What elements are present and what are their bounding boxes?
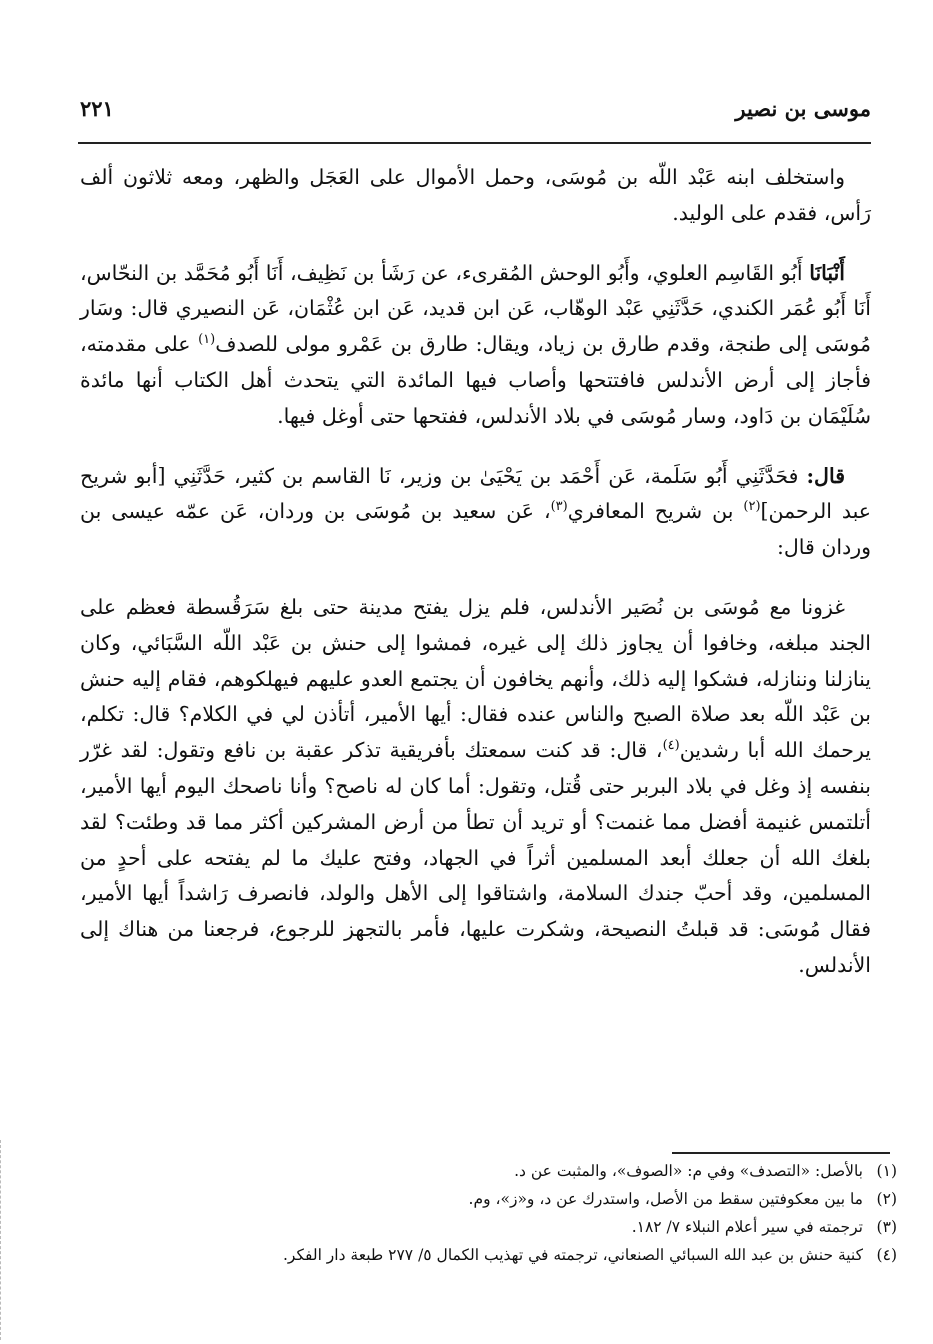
paragraph-2 (80, 256, 871, 435)
footnote (200, 1241, 897, 1269)
page-header (80, 92, 871, 132)
paragraph-text: أَبُو القَاسِم العلوي، وأَبُو الوحش المُقرىء، عن رَشَأ بن نَظِيف، أَنَا أَبُو مُحَمَّد بن النحّاس، أَنَا أَبُو عُمَر الكندي، حَدَّثَنِي عَبْد الوهّاب، عَن ابن قديد، عَن ابن عُثْمَان، عَن النصيري قال: وسَار مُوسَى إلى طنجة، وقدم طارق بن زياد، ويقال: طارق بن عَمْرو مولى للصدف (80, 260, 871, 357)
paragraph-text-cont: ، عَن سعيد بن مُوسَى بن وردان، عَن عمّه عيسى بن وردان قال: (80, 499, 871, 560)
footnotes (200, 1157, 897, 1269)
paragraph-lead: قال: (806, 463, 845, 488)
footnote-text: كنية حنش بن عبد الله السبائي الصنعاني، ترجمته في تهذيب الكمال ٥/ ٢٧٧ طبعة دار الفكر. (282, 1246, 863, 1264)
scan-margin-marks (0, 1140, 5, 1340)
paragraph-text: فحَدَّثَنِي أَبُو سَلَمة، عَن أَحْمَد بن يَحْيَىٰ بن وزير، نَا القاسم بن كثير، حَدَّثَنِي [أبو شريح عبد الرحمن] (80, 463, 872, 524)
footnote-marker: (٢) (743, 499, 761, 515)
footnote-number: (٣) (876, 1218, 897, 1236)
footnote-text: ما بين معكوفتين سقط من الأصل، واستدرك عن د، و«ز»، وم. (468, 1190, 863, 1208)
paragraph-text-mid: بن شريح المعافري (567, 499, 744, 524)
page-number: ٢٢١ (80, 96, 114, 121)
paragraph-1 (80, 160, 871, 232)
footnote-rule (672, 1152, 890, 1154)
paragraph-lead: أَنْبَانَا (809, 260, 845, 285)
footnote (200, 1185, 897, 1213)
footnote-text: بالأصل: «التصدف» وفي م: «الصوف»، والمثبت عن د. (514, 1162, 863, 1180)
footnote-number: (١) (876, 1162, 897, 1180)
footnote-marker: (٣) (550, 499, 568, 515)
running-head: موسى بن نصير (735, 96, 871, 121)
footnote-text: ترجمته في سير أعلام النبلاء ٧/ ١٨٢. (631, 1218, 863, 1236)
paragraph-text: واستخلف ابنه عَبْد اللّه بن مُوسَى، وحمل الأموال على العَجَل والظهر، ومعه ثلاثون ألف رَأس، فقدم على الوليد. (80, 165, 871, 225)
header-rule (78, 142, 871, 144)
footnote-marker: (٤) (662, 738, 680, 754)
main-text (80, 160, 871, 1008)
footnote (200, 1157, 897, 1185)
footnote (200, 1213, 897, 1241)
paragraph-4 (80, 590, 871, 984)
paragraph-text: غزونا مع مُوسَى بن نُصَير الأندلس، فلم يزل يفتح مدينة حتى بلغ سَرَقُسطة فعظم على الجند مبلغه، وخافوا أن يجاوز ذلك إلى غيره، فمشوا إلى حنش بن عَبْد اللّه السَّبَائي، وكان ينازلنا وننازله، فشكوا إليه ذلك، وأنهم يخافون أن يجتمع العدو عليهم فيهلكوهم، فقام إليه حنش بن عَبْد اللّه بعد صلاة الصبح والناس عنده فقال: أيها الأمير، أتأذن لي في الكلام؟ قال: تكلم، يرحمك الله أبا رشدين (80, 594, 872, 763)
footnote-number: (٢) (876, 1190, 897, 1208)
footnote-number: (٤) (876, 1246, 897, 1264)
footnote-marker: (١) (198, 332, 216, 348)
paragraph-text-cont: ، قال: قد كنت سمعتك بأفريقية تذكر عقبة بن نافع وتقول: لقد غرّر بنفسه إذ وغل في بلاد البربر حتى قُتل، وتقول: أما كان له ناصح؟ وأنا ناصحك اليوم أيها الأمير، أتلتمس غنيمة أفضل مما غنمت؟ أو تريد أن تطأ من أرض المشركين أكثر مما قد وطئت؟ لقد بلغك الله أن جعلك أبعد المسلمين أثراً في الجهاد، وفتح عليك ما لم يفتحه على أحدٍ من المسلمين، وقد أحبّ جندك السلامة، واشتاقوا إلى الأهل والولد، فانصرف رَاشداً أيها الأمير، فقال مُوسَى: قد قبلتُ النصيحة، وشكرت عليها، فأمر بالتجهز للرجوع، فرجعنا من هناك إلى الأندلس. (80, 738, 871, 977)
paragraph-text-cont: على مقدمته، فأجاز إلى أرض الأندلس فافتتحها وأصاب فيها المائدة التي يتحدث أهل الكتاب أنها مائدة سُلَيْمَان بن دَاود، وسار مُوسَى في بلاد الأندلس، ففتحها حتى أوغل فيها. (80, 332, 871, 428)
paragraph-3 (80, 459, 871, 566)
